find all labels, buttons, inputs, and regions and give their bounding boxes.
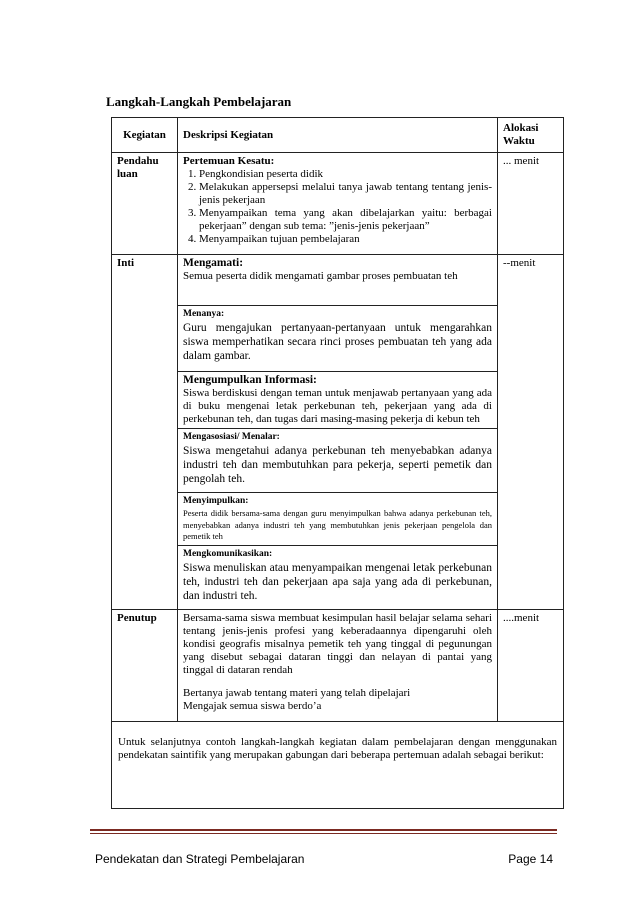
section-text: Semua peserta didik mengamati gambar proses pembuatan teh [183, 270, 458, 282]
section-text: Guru mengajukan pertanyaan-pertanyaan untuk mengarahkan siswa memperhatikan secara rinci proses pembuatan teh yang ada dalam gambar. [183, 322, 492, 362]
step-item: 3. Menyampaikan tema yang akan dibelajarkan yaitu: berbagai pekerjaan” dengan sub tema: ”jenis-jenis pekerjaan” [199, 207, 492, 233]
header-alokasi: Alokasi Waktu [498, 118, 564, 153]
row-closing-note [112, 721, 564, 808]
pertemuan-title: Pertemuan Kesatu: [183, 155, 275, 167]
desc-pendahuluan [178, 153, 498, 255]
step-item: 2. Melakukan appersepsi melalui tanya jawab tentang tentang jenis-jenis pekerjaan [199, 181, 492, 207]
section-text: Peserta didik bersama-sama dengan guru menyimpulkan bahwa adanya perkebunan teh, menyebabkan adanya industri teh yang membutuhkan jenis pekerjaan pengelola dan pemetik teh [183, 508, 492, 541]
time-penutup: ....menit [498, 609, 564, 721]
section-text: Siswa menuliskan atau menyampaikan mengenai letak perkebunan teh, industri teh dan pekerjaan apa saja yang ada di perkebunan, dan industri teh. [183, 561, 492, 602]
section-mengumpulkan [178, 371, 497, 428]
penutup-text: Bersama-sama siswa membuat kesimpulan hasil belajar selama sehari tentang jenis-jenis profesi yang keberadaannya dipengaruhi oleh kondisi geografis misalnya pemetik teh yang tinggal di pegunungan yang disebut sebagai dataran tinggi dan nelayan di pantai yang tinggal di dataran rendah [183, 611, 492, 676]
time-pendahuluan: ... menit [498, 153, 564, 255]
phase-penutup: Penutup [112, 609, 178, 721]
section-mengasosiasi [178, 428, 497, 492]
pendahuluan-steps [183, 168, 492, 246]
section-title: Mengamati: [183, 257, 244, 269]
section-title: Mengasosiasi/ Menalar: [183, 432, 280, 442]
section-mengamati [178, 255, 497, 305]
table-header-row [112, 118, 564, 153]
section-menyimpulkan [178, 492, 497, 545]
step-item: 1. Pengkondisian peserta didik [199, 168, 492, 181]
page-heading: Langkah-Langkah Pembelajaran [106, 94, 292, 109]
phase-pendahuluan: Pendahu luan [112, 153, 178, 255]
section-title: Menyimpulkan: [183, 496, 249, 506]
footer-rule [90, 833, 557, 834]
row-inti [112, 255, 564, 610]
header-kegiatan: Kegiatan [112, 118, 178, 153]
page-number: Page 14 [508, 852, 553, 866]
penutup-text: Bertanya jawab tentang materi yang telah dipelajari [183, 686, 411, 699]
time-inti: --menit [498, 255, 564, 610]
closing-note: Untuk selanjutnya contoh langkah-langkah kegiatan dalam pembelajaran dengan menggunakan pendekatan saintifik yang merupakan gabungan dari beberapa pertemuan adalah sebagai berikut: [118, 735, 557, 761]
step-item: 4. Menyampaikan tujuan pembelajaran [199, 233, 492, 246]
header-deskripsi: Deskripsi Kegiatan [178, 118, 498, 153]
phase-inti: Inti [112, 255, 178, 610]
closing-note-cell [112, 721, 564, 808]
section-text: Siswa berdiskusi dengan teman untuk menjawab pertanyaan yang ada di buku mengenai letak perkebunan teh, pekerjaan yang ada di perkebunan teh, dan tugas dari masing-masing pekerja di kebun teh [183, 387, 492, 425]
row-pendahuluan [112, 153, 564, 255]
desc-inti [178, 255, 498, 610]
penutup-text: Mengajak semua siswa berdo’a [183, 699, 322, 712]
section-text: Siswa mengetahui adanya perkebunan teh menyebabkan adanya industri teh dan membutuhkan para pekerja, seperti pemetik dan pengolah teh. [183, 445, 492, 485]
footer-rule [90, 829, 557, 831]
section-title: Mengkomunikasikan: [183, 548, 273, 559]
section-title: Mengumpulkan Informasi: [183, 374, 317, 386]
row-penutup [112, 609, 564, 721]
desc-penutup [178, 609, 498, 721]
section-mengkomunikasikan [178, 545, 497, 609]
lesson-steps-table [111, 117, 564, 809]
section-menanya [178, 305, 497, 371]
footer-title: Pendekatan dan Strategi Pembelajaran [95, 852, 305, 866]
section-title: Menanya: [183, 309, 225, 319]
